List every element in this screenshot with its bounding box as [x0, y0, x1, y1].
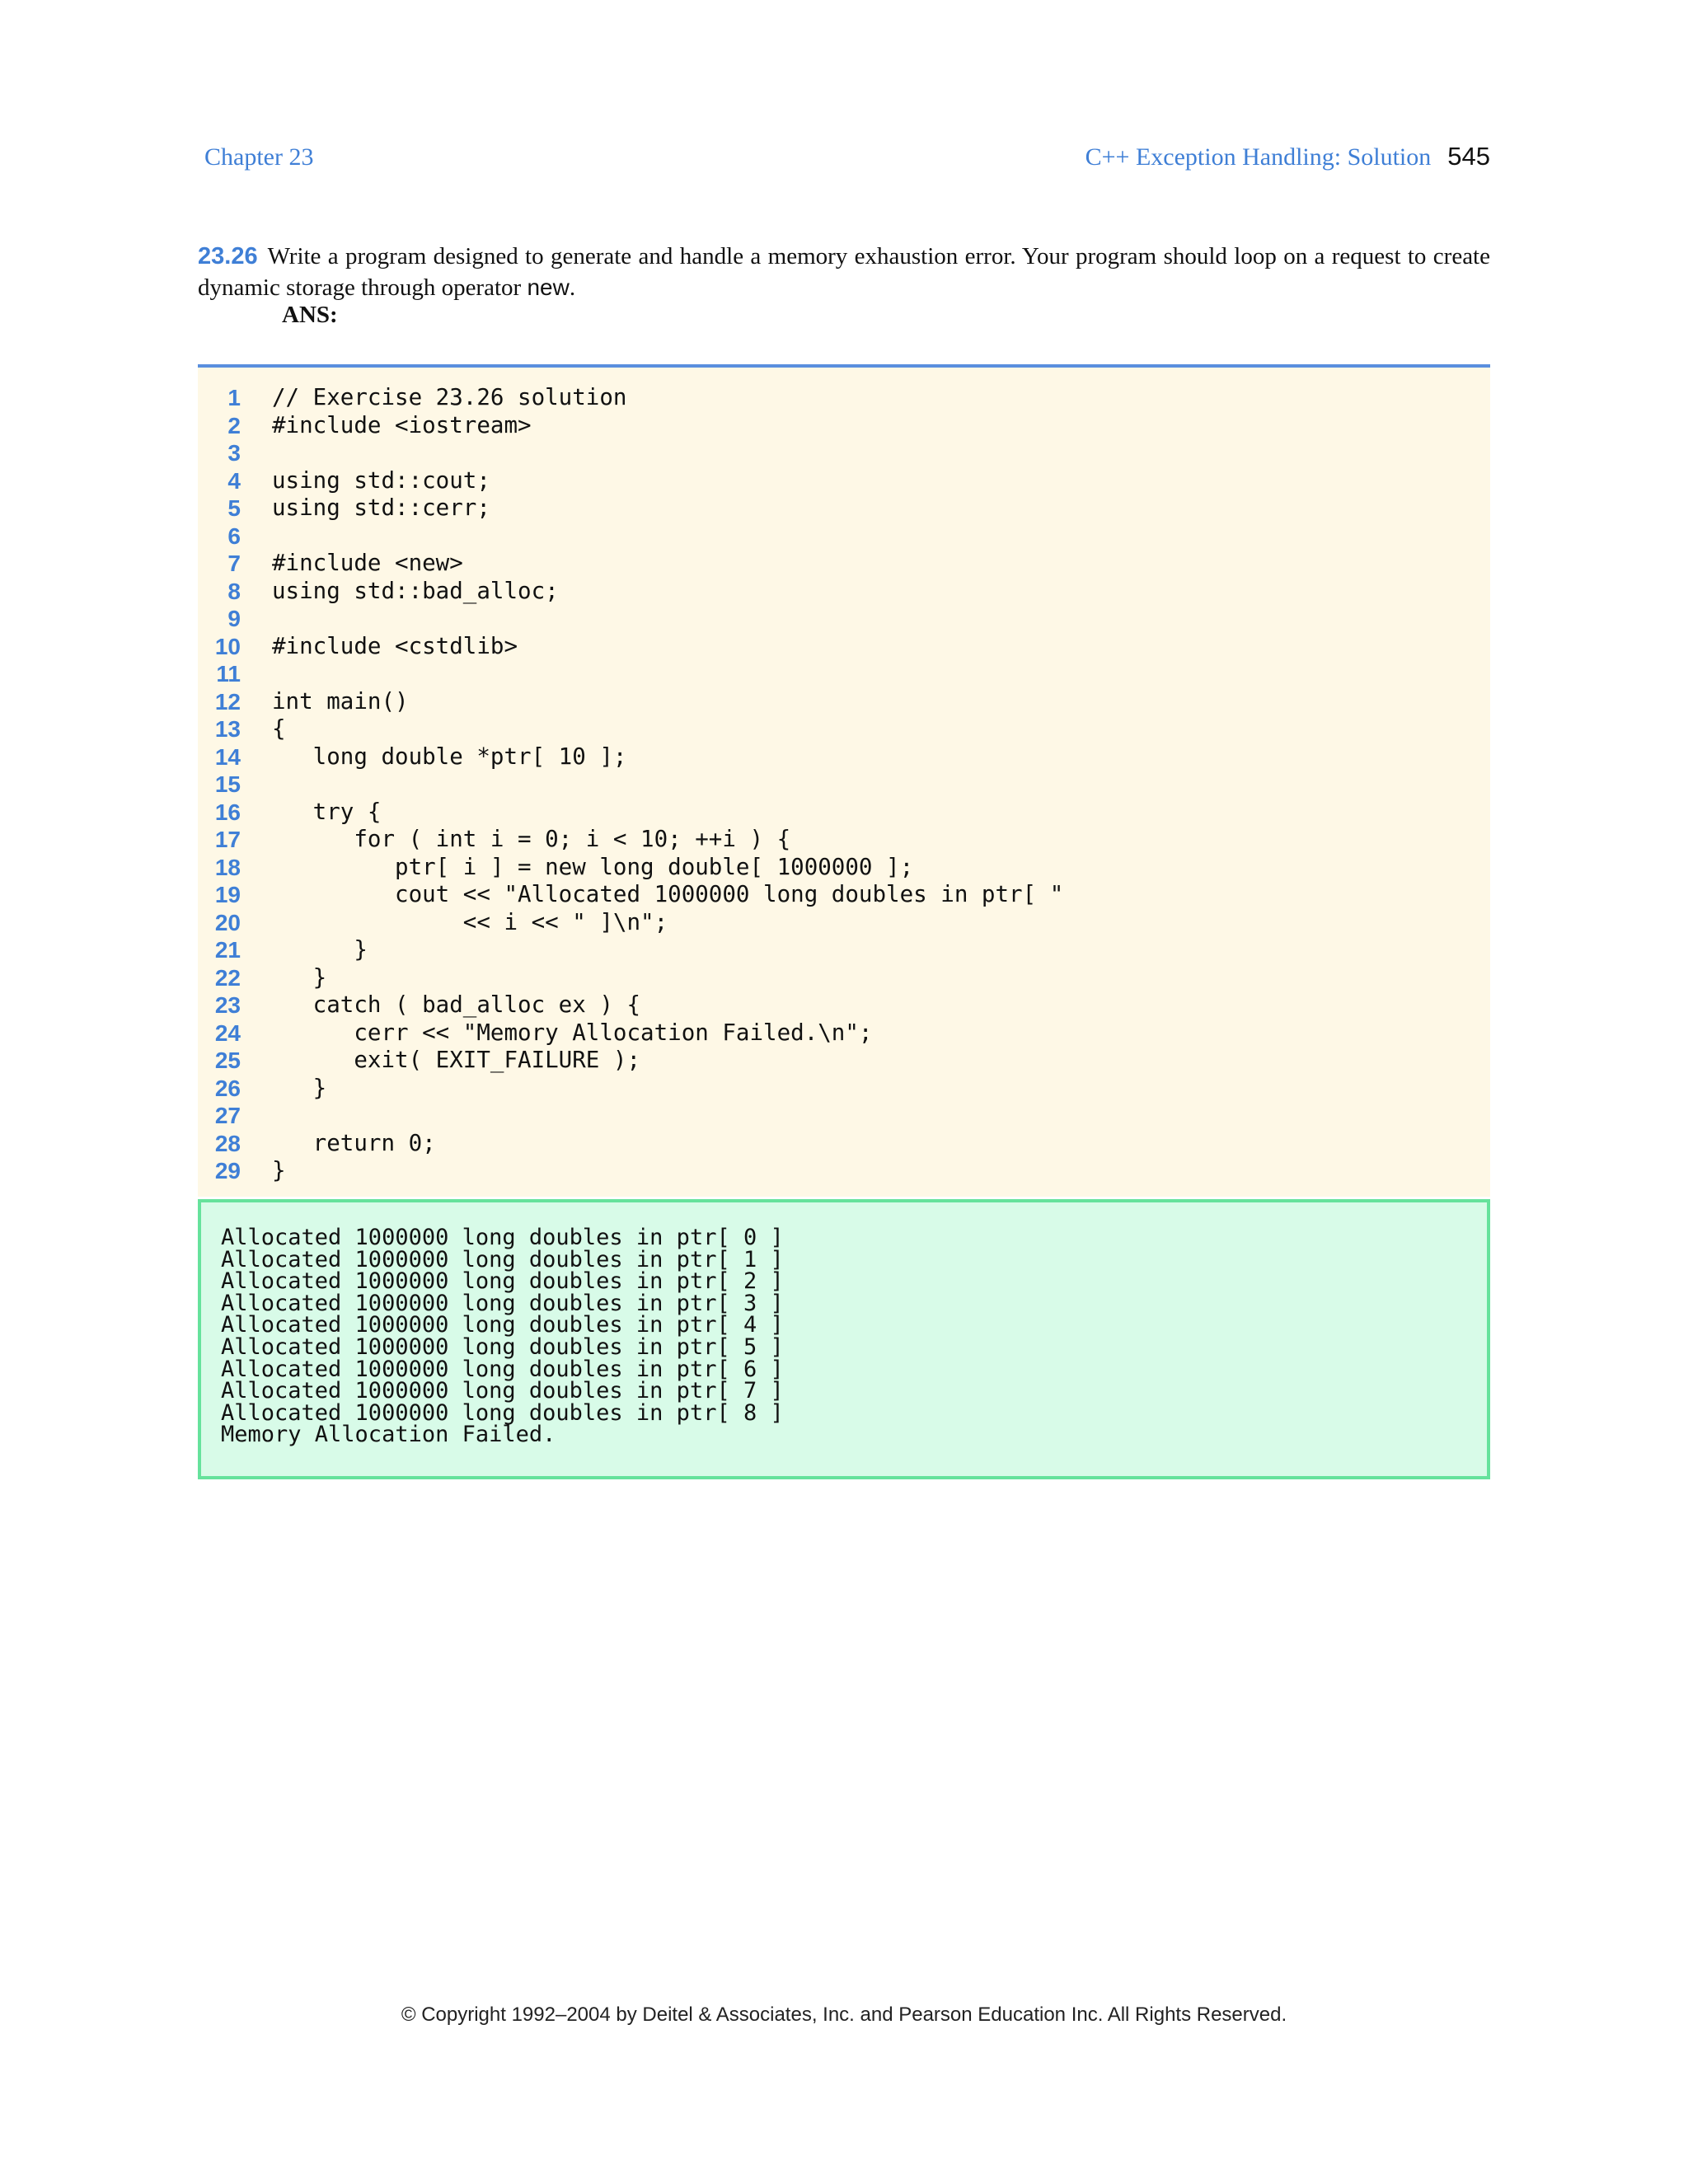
code-text: long double *ptr[ 10 ];	[272, 743, 627, 770]
line-number: 29	[214, 1158, 241, 1183]
line-number: 23	[214, 992, 241, 1018]
code-line	[198, 1047, 641, 1075]
output-lines	[221, 1227, 784, 1446]
code-line	[198, 798, 382, 827]
code-line	[198, 771, 241, 799]
output-line: Allocated 1000000 long doubles in ptr[ 6 ]	[221, 1356, 784, 1382]
line-number: 3	[227, 440, 241, 466]
code-line	[198, 1157, 286, 1185]
line-number: 24	[214, 1019, 241, 1046]
output-line: Memory Allocation Failed.	[221, 1422, 556, 1448]
output-line: Allocated 1000000 long doubles in ptr[ 8 ]	[221, 1399, 784, 1426]
chapter-label: Chapter 23	[204, 143, 314, 171]
code-text: using std::cerr;	[272, 494, 490, 521]
code-text: ptr[ i ] = new long double[ 1000000 ];	[272, 853, 914, 880]
code-line	[198, 660, 241, 688]
code-text: cerr << "Memory Allocation Failed.\n";	[272, 1019, 873, 1046]
code-lines	[198, 384, 1064, 1185]
code-line	[198, 991, 641, 1019]
code-line	[198, 963, 327, 992]
code-line	[198, 466, 490, 495]
running-head-right	[1085, 142, 1490, 171]
line-number: 13	[214, 716, 241, 742]
code-line	[198, 632, 518, 661]
code-line	[198, 1129, 436, 1158]
exercise-text-after: .	[569, 274, 576, 301]
output-line: Allocated 1000000 long doubles in ptr[ 5 ]	[221, 1333, 784, 1360]
exercise-statement	[198, 241, 1490, 303]
line-number: 14	[214, 743, 241, 770]
code-text: }	[272, 963, 327, 991]
code-text: return 0;	[272, 1129, 436, 1156]
code-text: for ( int i = 0; i < 10; ++i ) {	[272, 826, 791, 852]
line-number: 25	[214, 1047, 241, 1073]
code-line	[198, 577, 559, 606]
line-number: 21	[214, 937, 241, 963]
line-number: 7	[227, 551, 241, 576]
code-line	[198, 1019, 873, 1047]
code-text: #include <cstdlib>	[272, 632, 518, 659]
exercise-text-before: Write a program designed to generate and handle a memory exhaustion error. Your program should loop on a request to create dynamic storage through operator	[198, 243, 1490, 301]
line-number: 12	[214, 688, 241, 715]
code-text: cout << "Allocated 1000000 long doubles in ptr[ "	[272, 881, 1064, 907]
running-head	[204, 142, 1490, 175]
line-number: 17	[214, 827, 241, 852]
code-text: }	[272, 936, 368, 963]
program-output	[198, 1199, 1490, 1479]
code-line	[198, 687, 409, 716]
line-number: 8	[227, 578, 241, 604]
code-text: catch ( bad_alloc ex ) {	[272, 991, 641, 1018]
line-number: 4	[227, 467, 241, 494]
line-number: 28	[214, 1130, 241, 1156]
copyright-notice: © Copyright 1992–2004 by Deitel & Associates, Inc. and Pearson Education Inc. All Rights Reserved.	[401, 2004, 1287, 2026]
line-number: 18	[214, 854, 241, 880]
code-text: #include <new>	[272, 550, 463, 576]
output-line: Allocated 1000000 long doubles in ptr[ 0 ]	[221, 1225, 784, 1250]
answer-label: ANS:	[282, 302, 338, 328]
code-text: try {	[272, 798, 382, 825]
page-number: 545	[1447, 142, 1490, 171]
code-listing	[198, 364, 1490, 1197]
code-line	[198, 715, 286, 743]
line-number: 19	[214, 882, 241, 907]
code-line	[198, 1074, 327, 1103]
exercise-keyword: new	[527, 274, 570, 300]
code-line	[198, 384, 627, 412]
code-line	[198, 743, 627, 771]
code-text: // Exercise 23.26 solution	[272, 384, 627, 410]
line-number: 5	[227, 495, 241, 521]
code-text: {	[272, 715, 286, 742]
code-text: int main()	[272, 687, 409, 715]
code-line	[198, 936, 368, 964]
code-text: }	[272, 1157, 286, 1183]
line-number: 15	[214, 771, 241, 797]
line-number: 9	[227, 606, 241, 631]
line-number: 10	[214, 633, 241, 659]
line-number: 2	[227, 412, 241, 438]
line-number: 6	[227, 523, 241, 549]
code-line	[198, 411, 532, 440]
line-number: 27	[214, 1103, 241, 1128]
output-line: Allocated 1000000 long doubles in ptr[ 4 ]	[221, 1312, 784, 1338]
line-number: 26	[214, 1075, 241, 1101]
line-number: 11	[216, 661, 241, 687]
code-line	[198, 439, 241, 467]
code-text: using std::bad_alloc;	[272, 577, 559, 604]
output-line: Allocated 1000000 long doubles in ptr[ 3 ]	[221, 1290, 784, 1316]
line-number: 16	[214, 799, 241, 825]
code-line	[198, 853, 914, 882]
code-line	[198, 908, 668, 937]
code-text: #include <iostream>	[272, 411, 532, 438]
code-line	[198, 1102, 241, 1130]
code-line	[198, 826, 791, 854]
line-number: 1	[227, 385, 241, 410]
code-text: using std::cout;	[272, 466, 490, 494]
code-text: }	[272, 1074, 327, 1101]
output-line: Allocated 1000000 long doubles in ptr[ 7 ]	[221, 1378, 784, 1404]
code-text: << i << " ]\n";	[272, 908, 668, 935]
code-line	[198, 881, 1064, 909]
code-line	[198, 550, 463, 578]
section-title: C++ Exception Handling: Solution	[1085, 143, 1432, 171]
code-text: exit( EXIT_FAILURE );	[272, 1047, 641, 1073]
code-line	[198, 494, 490, 523]
output-line: Allocated 1000000 long doubles in ptr[ 2 ]	[221, 1268, 784, 1295]
code-line	[198, 523, 241, 551]
exercise-number: 23.26	[198, 243, 258, 269]
line-number: 20	[214, 909, 241, 935]
line-number: 22	[214, 964, 241, 991]
code-line	[198, 605, 241, 633]
output-line: Allocated 1000000 long doubles in ptr[ 1 ]	[221, 1246, 784, 1272]
